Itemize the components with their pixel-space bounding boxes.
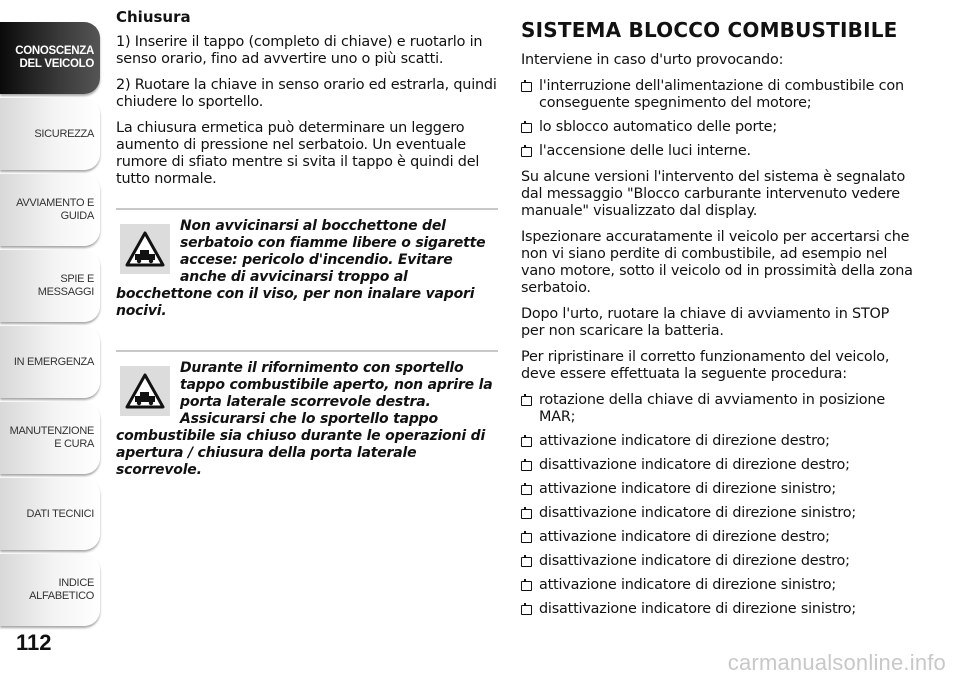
list-item [521,505,913,522]
checkbox-bullet-icon [521,82,532,92]
checkbox-bullet-icon [521,147,532,157]
section-title: SISTEMA BLOCCO COMBUSTIBILE [521,18,898,42]
checkbox-bullet-icon [521,557,532,567]
list-item [521,553,913,570]
warning-triangle-icon [120,366,170,416]
checkbox-bullet-icon [521,533,532,543]
list-item-text: l'accensione delle luci interne. [539,143,751,159]
warning-text-2: Durante il rifornimento con sportello tappo combustibile aperto, non aprire la porta laterale scorrevole destra. Assicurarsi che lo sportello tappo combustibile sia chiuso durante le operazioni di apertura / chiusura della porta laterale scorrevole. [116,360,493,478]
tab-label: SICUREZZA [34,127,94,140]
checkbox-bullet-icon [521,581,532,591]
warning-triangle-icon [120,224,170,274]
closing-note: La chiusura ermetica può determinare un leggero aumento di pressione nel serbatoio. Un eventuale rumore di sfiato mentre si svita il tappo è quindi del tutto normale. [116,120,480,187]
watermark: carmanualsonline.info [727,650,946,675]
list-item-text: disattivazione indicatore di direzione destro; [539,457,850,473]
closing-step-1: 1) Inserire il tappo (completo di chiave) e ruotarlo in senso orario, fino ad avvertire uno o più scatti. [116,34,483,67]
list-item-text: disattivazione indicatore di direzione sinistro; [539,505,857,521]
inspection-text: Ispezionare accuratamente il veicolo per accertarsi che non vi siano perdite di combustibile, ad esempio nel vano motore, sotto il veicolo od in prossimità della zona serbatoio. [521,229,913,296]
checkbox-bullet-icon [521,485,532,495]
right-column [521,8,913,627]
closing-step-2: 2) Ruotare la chiave in senso orario ed estrarla, quindi chiudere lo sportello. [116,77,497,110]
tab-conoscenza-del-veicolo[interactable] [0,22,100,94]
warning-text-1: Non avvicinarsi al bocchettone del serbatoio con fiamme libere o sigarette accese: pericolo d'incendio. Evitare anche di avvicinarsi troppo al bocchettone con il viso, per non inalare vapori nocivi. [116,218,486,319]
tab-label: AVVIAMENTO E GUIDA [16,197,94,222]
intro-text: Interviene in caso d'urto provocando: [521,52,784,68]
list-item [521,119,913,136]
list-item [521,392,913,426]
list-item-text: l'interruzione dell'alimentazione di combustibile con conseguente spegnimento del motore; [539,78,904,111]
closing-heading: Chiusura [116,8,191,26]
effects-list [521,78,913,160]
list-item-text: disattivazione indicatore di direzione sinistro; [539,601,857,617]
list-item-text: attivazione indicatore di direzione destro; [539,433,830,449]
tab-in-emergenza[interactable] [0,326,100,398]
tab-avviamento-e-guida[interactable] [0,174,100,246]
section-tab-rail [0,22,100,630]
checkbox-bullet-icon [521,396,532,406]
tab-label: INDICE ALFABETICO [29,577,94,602]
list-item [521,78,913,112]
display-message-text: Su alcune versioni l'intervento del sistema è segnalato dal messaggio "Blocco carburante intervenuto vedere manuale" visualizzato dal display. [521,169,906,219]
tab-label: CONOSCENZA DEL VEICOLO [15,44,94,70]
tab-indice-alfabetico[interactable] [0,554,100,626]
list-item [521,529,913,546]
checkbox-bullet-icon [521,605,532,615]
list-item [521,481,913,498]
tab-sicurezza[interactable] [0,98,100,170]
procedure-intro: Per ripristinare il corretto funzionamento del veicolo, deve essere effettuata la seguente procedura: [521,349,890,382]
tab-manutenzione-e-cura[interactable] [0,402,100,474]
list-item-text: attivazione indicatore di direzione sinistro; [539,577,837,593]
warning-box-2 [116,350,498,479]
tab-label: DATI TECNICI [26,507,94,520]
list-item-text: lo sblocco automatico delle porte; [539,119,777,135]
tab-label: SPIE E MESSAGGI [37,273,94,298]
list-item [521,601,913,618]
list-item-text: disattivazione indicatore di direzione destro; [539,553,850,569]
list-item-text: attivazione indicatore di direzione destro; [539,529,830,545]
checkbox-bullet-icon [521,509,532,519]
tab-label: MANUTENZIONE E CURA [9,425,94,450]
list-item [521,143,913,160]
tab-dati-tecnici[interactable] [0,478,100,550]
page-number: 112 [16,630,52,655]
left-column [116,8,498,479]
tab-spie-e-messaggi[interactable] [0,250,100,322]
list-item [521,457,913,474]
procedure-steps [521,392,913,618]
list-item-text: attivazione indicatore di direzione sinistro; [539,481,837,497]
list-item [521,577,913,594]
battery-text: Dopo l'urto, ruotare la chiave di avviamento in STOP per non scaricare la batteria. [521,306,890,339]
checkbox-bullet-icon [521,461,532,471]
checkbox-bullet-icon [521,123,532,133]
checkbox-bullet-icon [521,437,532,447]
list-item [521,433,913,450]
tab-label: IN EMERGENZA [13,355,94,368]
warning-box-1 [116,208,498,320]
list-item-text: rotazione della chiave di avviamento in posizione MAR; [539,392,885,425]
